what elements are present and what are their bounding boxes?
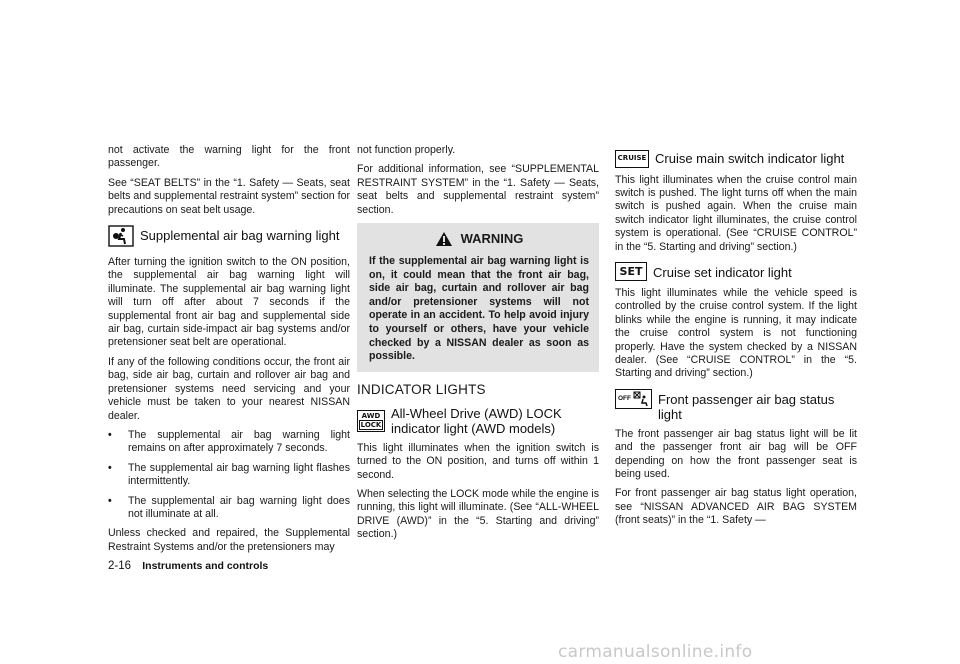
page-number: 2-16 — [108, 560, 132, 572]
paragraph: When selecting the LOCK mode while the engine is running, this light will illuminate. (See “ALL-WHEEL DRIVE (AWD)” in the “5. Starting and driving” section.) — [357, 488, 599, 541]
list-item-text: The supplemental air bag warning light flashes intermittently. — [128, 461, 350, 488]
awd-icon-bottom: LOCK — [360, 420, 382, 429]
heading-text: Supplemental air bag warning light — [140, 228, 340, 244]
paragraph: If any of the following conditions occur, the front air bag, side air bag, curtain and rollover air bag and pretensioner systems need servicing and your vehicle must be taken to your nearest NISSAN dealer. — [108, 355, 350, 422]
warning-triangle-icon — [435, 231, 453, 247]
paragraph: This light illuminates while the vehicle speed is controlled by the cruise control system. If the light blinks while the engine is running, it may indicate the cruise control system is not functioning properly. Have the system checked by a NISSAN dealer. (See “CRUISE CONTROL” in the “5. Starting and driving” section.) — [615, 286, 857, 380]
list-item-text: The supplemental air bag warning light remains on after approximately 7 seconds. — [128, 428, 350, 455]
heading-text: Cruise set indicator light — [653, 264, 792, 280]
heading-text: All-Wheel Drive (AWD) LOCK indicator light (AWD models) — [391, 405, 562, 436]
heading-text: Cruise main switch indicator light — [655, 151, 845, 166]
warning-text: If the supplemental air bag warning light is on, it could mean that the front air bag, side air bag, curtain and rollover air bag and/or pretensioner systems will not operate in an accident. To help avoid injury to yourself or others, have your vehicle checked by a NISSAN dealer as soon as possible. — [369, 255, 589, 363]
paragraph: The front passenger air bag status light will be lit and the passenger front air bag will be OFF depending on how the front passenger seat is being used. — [615, 427, 857, 480]
list-item-text: The supplemental air bag warning light does not illuminate at all. — [128, 494, 350, 520]
paragraph: For front passenger air bag status light operation, see “NISSAN ADVANCED AIR BAG SYSTEM (front seats)” in the “1. Safety — — [615, 487, 857, 527]
heading-text: Front passenger air bag status light — [658, 391, 835, 422]
awd-icon-top: AWD — [361, 411, 381, 420]
paragraph: After turning the ignition switch to the ON position, the supplemental air bag warning light will illuminate. The supplemental air bag warning light will turn off after about 7 seconds if the supplemental front air bag and supplemental side air bag, curtain side-impact air bag systems and/or pretensioner seat belt are operational. — [108, 256, 350, 349]
footer-section-title: Instruments and controls — [142, 560, 269, 572]
passenger-airbag-heading — [615, 389, 857, 422]
paragraph: not activate the warning light for the front passenger. — [108, 144, 350, 170]
watermark: carmanualsonline.info — [558, 642, 753, 662]
paragraph: See “SEAT BELTS” in the “1. Safety — Seats, seat belts and supplemental restraint system” section for precautions on seat belt usage. — [108, 176, 351, 216]
awd-heading — [357, 406, 599, 436]
airbag-warning-icon — [108, 225, 134, 250]
column-left — [108, 144, 350, 560]
paragraph: This light illuminates when the cruise control main switch is pushed. The light turns off when the main switch is pushed again. When the cruise main switch indicator light illuminates, the cruise control system is operational. (See “CRUISE CONTROL” in the “5. Starting and driving” section.) — [615, 173, 857, 253]
set-heading — [615, 262, 857, 281]
warning-box — [357, 223, 599, 372]
bullet-mark: • — [108, 494, 112, 507]
bullet-mark: • — [108, 428, 112, 441]
airbag-heading — [108, 225, 350, 250]
warning-header — [369, 231, 589, 247]
list-item — [108, 462, 350, 489]
list-item — [108, 429, 350, 456]
paragraph: This light illuminates when the ignition switch is turned to the ON position, and turns off within 1 second. — [357, 441, 599, 481]
column-middle — [357, 144, 599, 548]
paragraph: Unless checked and repaired, the Supplemental Restraint Systems and/or the pretensioners may — [108, 527, 350, 553]
paragraph: not function properly. — [357, 144, 456, 156]
awd-lock-icon — [357, 406, 385, 432]
set-icon: SET — [615, 262, 647, 281]
passenger-airbag-off-icon — [615, 389, 652, 409]
cruise-icon: CRUISE — [615, 148, 649, 168]
warning-title: WARNING — [460, 231, 524, 247]
section-title: INDICATOR LIGHTS — [357, 381, 486, 397]
cruise-heading — [615, 148, 857, 168]
list-item — [108, 495, 350, 522]
off-icon-label: OFF — [618, 395, 631, 403]
column-right — [615, 144, 857, 534]
bullet-mark: • — [108, 461, 112, 474]
page-footer — [108, 560, 268, 572]
paragraph: For additional information, see “SUPPLEMENTAL RESTRAINT SYSTEM” in the “1. Safety — Seats, seat belts and supplemental restraint system” section. — [357, 163, 599, 216]
